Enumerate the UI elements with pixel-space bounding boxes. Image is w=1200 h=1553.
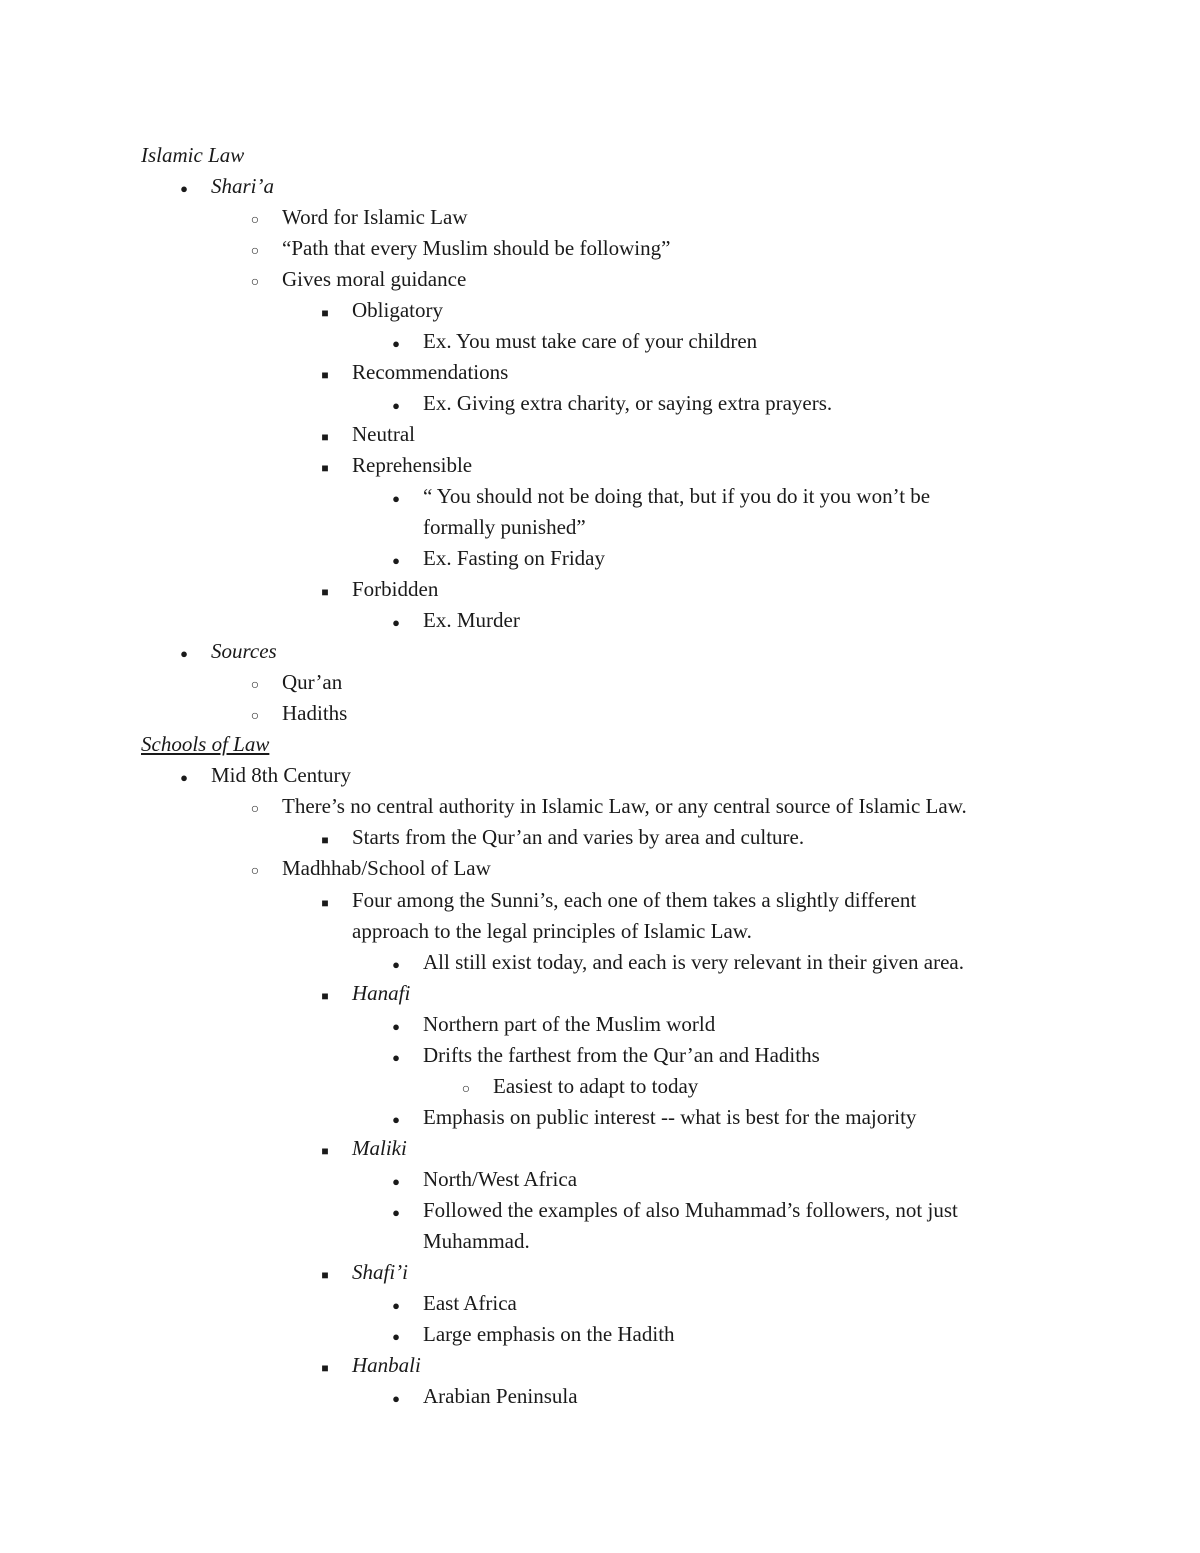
list-item-label: Mid 8th Century [211, 763, 351, 787]
bullet-disc-icon [386, 1164, 406, 1197]
list-item-label: Ex. Giving extra charity, or saying extra prayers. [423, 391, 833, 415]
bullet-disc-icon [386, 1102, 406, 1135]
list-item-label: Hadiths [282, 701, 348, 725]
bullet-disc-icon [174, 636, 194, 669]
list-item-label: formally punished” [423, 515, 586, 539]
bullet-square-icon [315, 357, 335, 391]
list-item-label: Northern part of the Muslim world [423, 1012, 716, 1036]
list-item-label: Shafi’i [352, 1260, 408, 1284]
list-item-label: Emphasis on public interest -- what is best for the majority [423, 1105, 917, 1129]
heading-text: Schools of Law [141, 732, 270, 756]
list-item-label: approach to the legal principles of Islamic Law. [352, 919, 752, 943]
bullet-disc-icon [386, 1040, 406, 1073]
list-item-label: Drifts the farthest from the Qur’an and Hadiths [423, 1043, 820, 1067]
list-item-label: Shari’a [211, 174, 274, 198]
bullet-disc-icon [174, 171, 194, 204]
list-item-label: Maliki [352, 1136, 407, 1160]
list-item-label: “ You should not be doing that, but if you do it you won’t be [423, 484, 931, 508]
bullet-disc-icon [386, 1195, 406, 1228]
bullet-disc-icon [386, 1288, 406, 1321]
list-item-label: Sources [211, 639, 277, 663]
bullet-square-icon [315, 1257, 335, 1291]
list-item-label: Forbidden [352, 577, 439, 601]
bullet-disc-icon [386, 947, 406, 980]
list-item-label: Gives moral guidance [282, 267, 467, 291]
bullet-circle-icon [245, 698, 265, 732]
list-item-label: Arabian Peninsula [423, 1384, 578, 1408]
list-item-label: Starts from the Qur’an and varies by area and culture. [352, 825, 805, 849]
list-item-label: Ex. Murder [423, 608, 520, 632]
list-item-label: Large emphasis on the Hadith [423, 1322, 675, 1346]
bullet-disc-icon [386, 605, 406, 638]
bullet-circle-icon [245, 791, 265, 825]
bullet-square-icon [315, 295, 335, 329]
list-item-label: North/West Africa [423, 1167, 578, 1191]
bullet-square-icon [315, 885, 335, 919]
list-item-label: Ex. You must take care of your children [423, 329, 758, 353]
bullet-disc-icon [386, 543, 406, 576]
list-item-label: “Path that every Muslim should be following” [282, 236, 671, 260]
bullet-square-icon [315, 978, 335, 1012]
list-item-label: Recommendations [352, 360, 509, 384]
list-item-label: Qur’an [282, 670, 343, 694]
bullet-circle-icon [456, 1071, 476, 1105]
bullet-circle-icon [245, 264, 265, 298]
heading-text: Islamic Law [141, 143, 245, 167]
list-item-label: Neutral [352, 422, 415, 446]
list-item-label: Ex. Fasting on Friday [423, 546, 605, 570]
bullet-square-icon [315, 574, 335, 608]
bullet-square-icon [315, 450, 335, 484]
list-item-label: Four among the Sunni’s, each one of them takes a slightly different [352, 888, 917, 912]
bullet-square-icon [315, 1350, 335, 1384]
bullet-disc-icon [386, 326, 406, 359]
list-item-label: Followed the examples of also Muhammad’s followers, not just [423, 1198, 958, 1222]
bullet-disc-icon [174, 760, 194, 793]
bullet-circle-icon [245, 667, 265, 701]
list-item-label: Reprehensible [352, 453, 473, 477]
bullet-disc-icon [386, 1319, 406, 1352]
bullet-disc-icon [386, 388, 406, 421]
list-item-label: Muhammad. [423, 1229, 530, 1253]
list-item-label: There’s no central authority in Islamic Law, or any central source of Islamic Law. [282, 794, 967, 818]
list-item-label: All still exist today, and each is very relevant in their given area. [423, 950, 964, 974]
list-item-label: Word for Islamic Law [282, 205, 468, 229]
list-item-label: Hanafi [352, 981, 411, 1005]
bullet-square-icon [315, 419, 335, 453]
bullet-circle-icon [245, 853, 265, 887]
bullet-disc-icon [386, 481, 406, 514]
list-item-label: East Africa [423, 1291, 517, 1315]
list-item-label: Madhhab/School of Law [282, 856, 491, 880]
list-item-label: Obligatory [352, 298, 443, 322]
bullet-circle-icon [245, 202, 265, 236]
list-item-label: Hanbali [352, 1353, 421, 1377]
bullet-square-icon [315, 822, 335, 856]
bullet-circle-icon [245, 233, 265, 267]
bullet-square-icon [315, 1133, 335, 1167]
list-item-label: Easiest to adapt to today [493, 1074, 699, 1098]
bullet-disc-icon [386, 1009, 406, 1042]
bullet-disc-icon [386, 1381, 406, 1414]
